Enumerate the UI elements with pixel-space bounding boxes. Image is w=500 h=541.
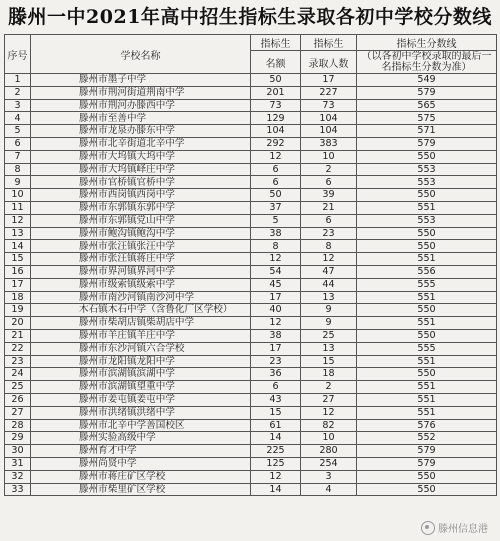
quota-count: 50 — [251, 189, 301, 202]
table-row — [5, 189, 497, 202]
score-line: 551 — [357, 393, 497, 406]
header-school: 学校名称 — [31, 35, 251, 74]
admitted-count: 4 — [301, 483, 357, 496]
admitted-count: 25 — [301, 329, 357, 342]
row-index: 11 — [5, 201, 31, 214]
score-line: 575 — [357, 112, 497, 125]
school-name: 滕州市北辛中学善国校区 — [31, 419, 251, 432]
admitted-count: 23 — [301, 227, 357, 240]
header-score-top: 指标生分数线 — [357, 35, 497, 51]
score-table — [4, 34, 497, 496]
school-name: 木石镇木石中学（含鲁化厂区学校） — [31, 304, 251, 317]
quota-count: 12 — [251, 253, 301, 266]
score-line: 551 — [357, 317, 497, 330]
table-row — [5, 240, 497, 253]
score-line: 549 — [357, 74, 497, 87]
score-line: 579 — [357, 445, 497, 458]
header-score-note: （以各初中学校录取的最后一名指标生分数为准） — [357, 51, 497, 74]
row-index: 5 — [5, 125, 31, 138]
row-index: 14 — [5, 240, 31, 253]
school-name: 滕州市南沙河镇南沙河中学 — [31, 291, 251, 304]
score-line: 565 — [357, 99, 497, 112]
score-line: 550 — [357, 470, 497, 483]
admitted-count: 82 — [301, 419, 357, 432]
quota-count: 50 — [251, 74, 301, 87]
school-name: 滕州市龙阳镇龙阳中学 — [31, 355, 251, 368]
admitted-count: 12 — [301, 253, 357, 266]
wechat-icon — [421, 521, 435, 535]
table-row — [5, 457, 497, 470]
table-row — [5, 201, 497, 214]
table-row — [5, 176, 497, 189]
admitted-count: 2 — [301, 163, 357, 176]
table-row — [5, 112, 497, 125]
table-row — [5, 99, 497, 112]
quota-count: 6 — [251, 176, 301, 189]
header-row — [5, 35, 497, 51]
table-row — [5, 86, 497, 99]
quota-count: 6 — [251, 163, 301, 176]
school-name: 滕州市荆河街道荆南中学 — [31, 86, 251, 99]
quota-count: 12 — [251, 317, 301, 330]
school-name: 滕州市东沙河镇六合学校 — [31, 342, 251, 355]
school-name: 滕州市柴里矿区学校 — [31, 483, 251, 496]
admitted-count: 17 — [301, 74, 357, 87]
quota-count: 12 — [251, 470, 301, 483]
score-line: 551 — [357, 406, 497, 419]
school-name: 滕州市级索镇级索中学 — [31, 278, 251, 291]
table-row — [5, 278, 497, 291]
row-index: 26 — [5, 393, 31, 406]
table-row — [5, 317, 497, 330]
header-admitted-bottom: 录取人数 — [301, 51, 357, 74]
score-line: 553 — [357, 214, 497, 227]
row-index: 1 — [5, 74, 31, 87]
admitted-count: 13 — [301, 291, 357, 304]
quota-count: 38 — [251, 329, 301, 342]
header-quota-top: 指标生 — [251, 35, 301, 51]
row-index: 19 — [5, 304, 31, 317]
school-name: 滕州市东郭镇党山中学 — [31, 214, 251, 227]
score-line: 553 — [357, 163, 497, 176]
table-row — [5, 355, 497, 368]
school-name: 滕州市姜屯镇姜屯中学 — [31, 393, 251, 406]
row-index: 33 — [5, 483, 31, 496]
table-row — [5, 227, 497, 240]
school-name: 滕州尚贤中学 — [31, 457, 251, 470]
school-name: 滕州市西岗镇西岗中学 — [31, 189, 251, 202]
table-body — [5, 74, 497, 496]
school-name: 滕州市龙泉办滕东中学 — [31, 125, 251, 138]
admitted-count: 227 — [301, 86, 357, 99]
row-index: 12 — [5, 214, 31, 227]
score-line: 552 — [357, 432, 497, 445]
table-row — [5, 432, 497, 445]
quota-count: 61 — [251, 419, 301, 432]
row-index: 13 — [5, 227, 31, 240]
admitted-count: 47 — [301, 265, 357, 278]
score-line: 551 — [357, 253, 497, 266]
table-row — [5, 253, 497, 266]
table-row — [5, 137, 497, 150]
row-index: 3 — [5, 99, 31, 112]
score-line: 550 — [357, 368, 497, 381]
score-line: 555 — [357, 278, 497, 291]
row-index: 24 — [5, 368, 31, 381]
header-admitted-top: 指标生 — [301, 35, 357, 51]
row-index: 30 — [5, 445, 31, 458]
quota-count: 43 — [251, 393, 301, 406]
table-row — [5, 342, 497, 355]
table-row — [5, 368, 497, 381]
header-index: 序号 — [5, 35, 31, 74]
admitted-count: 21 — [301, 201, 357, 214]
table-row — [5, 419, 497, 432]
admitted-count: 2 — [301, 381, 357, 394]
school-name: 滕州市张汪镇张汪中学 — [31, 240, 251, 253]
school-name: 滕州实验高级中学 — [31, 432, 251, 445]
score-line: 555 — [357, 342, 497, 355]
quota-count: 36 — [251, 368, 301, 381]
quota-count: 73 — [251, 99, 301, 112]
quota-count: 14 — [251, 483, 301, 496]
quota-count: 17 — [251, 291, 301, 304]
admitted-count: 104 — [301, 112, 357, 125]
admitted-count: 39 — [301, 189, 357, 202]
row-index: 23 — [5, 355, 31, 368]
admitted-count: 104 — [301, 125, 357, 138]
row-index: 7 — [5, 150, 31, 163]
admitted-count: 6 — [301, 214, 357, 227]
quota-count: 129 — [251, 112, 301, 125]
admitted-count: 73 — [301, 99, 357, 112]
score-line: 556 — [357, 265, 497, 278]
admitted-count: 3 — [301, 470, 357, 483]
school-name: 滕州市大坞镇大坞中学 — [31, 150, 251, 163]
quota-count: 225 — [251, 445, 301, 458]
quota-count: 37 — [251, 201, 301, 214]
admitted-count: 18 — [301, 368, 357, 381]
row-index: 22 — [5, 342, 31, 355]
watermark-label: 滕州信息港 — [438, 524, 488, 535]
quota-count: 6 — [251, 381, 301, 394]
row-index: 20 — [5, 317, 31, 330]
score-line: 550 — [357, 227, 497, 240]
score-line: 579 — [357, 86, 497, 99]
admitted-count: 27 — [301, 393, 357, 406]
table-row — [5, 125, 497, 138]
score-line: 550 — [357, 150, 497, 163]
score-line: 551 — [357, 381, 497, 394]
table-row — [5, 214, 497, 227]
row-index: 27 — [5, 406, 31, 419]
admitted-count: 6 — [301, 176, 357, 189]
school-name: 滕州市鲍沟镇鲍沟中学 — [31, 227, 251, 240]
school-name: 滕州市至善中学 — [31, 112, 251, 125]
admitted-count: 15 — [301, 355, 357, 368]
table-row — [5, 406, 497, 419]
admitted-count: 10 — [301, 432, 357, 445]
quota-count: 23 — [251, 355, 301, 368]
quota-count: 54 — [251, 265, 301, 278]
admitted-count: 254 — [301, 457, 357, 470]
quota-count: 201 — [251, 86, 301, 99]
score-line: 553 — [357, 176, 497, 189]
score-line: 550 — [357, 483, 497, 496]
table-row — [5, 150, 497, 163]
score-line: 550 — [357, 304, 497, 317]
score-line: 579 — [357, 457, 497, 470]
school-name: 滕州市界河镇界河中学 — [31, 265, 251, 278]
score-line: 551 — [357, 291, 497, 304]
quota-count: 125 — [251, 457, 301, 470]
admitted-count: 12 — [301, 406, 357, 419]
school-name: 滕州市洪绪镇洪绪中学 — [31, 406, 251, 419]
school-name: 滕州市官桥镇官桥中学 — [31, 176, 251, 189]
school-name: 滕州市张汪镇蒋庄中学 — [31, 253, 251, 266]
school-name: 滕州育才中学 — [31, 445, 251, 458]
quota-count: 15 — [251, 406, 301, 419]
page-title: 滕州一中2021年高中招生指标生录取各初中学校分数线 — [8, 6, 492, 28]
row-index: 2 — [5, 86, 31, 99]
school-name: 滕州市东郭镇东郭中学 — [31, 201, 251, 214]
row-index: 17 — [5, 278, 31, 291]
school-name: 滕州市羊庄镇羊庄中学 — [31, 329, 251, 342]
table-row — [5, 381, 497, 394]
school-name: 滕州市滨湖镇滨湖中学 — [31, 368, 251, 381]
quota-count: 17 — [251, 342, 301, 355]
school-name: 滕州市北辛街道北辛中学 — [31, 137, 251, 150]
row-index: 6 — [5, 137, 31, 150]
header-quota-bottom: 名额 — [251, 51, 301, 74]
school-name: 滕州市蒋庄矿区学校 — [31, 470, 251, 483]
admitted-count: 9 — [301, 317, 357, 330]
score-line: 571 — [357, 125, 497, 138]
admitted-count: 8 — [301, 240, 357, 253]
admitted-count: 13 — [301, 342, 357, 355]
school-name: 滕州市墨子中学 — [31, 74, 251, 87]
school-name: 滕州市荆河办滕西中学 — [31, 99, 251, 112]
quota-count: 292 — [251, 137, 301, 150]
row-index: 16 — [5, 265, 31, 278]
score-line: 579 — [357, 137, 497, 150]
quota-count: 40 — [251, 304, 301, 317]
school-name: 滕州市滨湖镇望重中学 — [31, 381, 251, 394]
watermark — [419, 520, 490, 535]
table-row — [5, 291, 497, 304]
school-name: 滕州市柴胡店镇柴胡店中学 — [31, 317, 251, 330]
score-line: 550 — [357, 329, 497, 342]
row-index: 15 — [5, 253, 31, 266]
school-name: 滕州市大坞镇峄庄中学 — [31, 163, 251, 176]
row-index: 31 — [5, 457, 31, 470]
table-row — [5, 329, 497, 342]
row-index: 4 — [5, 112, 31, 125]
row-index: 21 — [5, 329, 31, 342]
row-index: 25 — [5, 381, 31, 394]
quota-count: 12 — [251, 150, 301, 163]
quota-count: 45 — [251, 278, 301, 291]
table-row — [5, 393, 497, 406]
admitted-count: 44 — [301, 278, 357, 291]
row-index: 32 — [5, 470, 31, 483]
score-line: 576 — [357, 419, 497, 432]
row-index: 28 — [5, 419, 31, 432]
score-line: 550 — [357, 240, 497, 253]
score-line: 550 — [357, 189, 497, 202]
table-row — [5, 445, 497, 458]
table-row — [5, 163, 497, 176]
table-row — [5, 74, 497, 87]
admitted-count: 280 — [301, 445, 357, 458]
table-row — [5, 483, 497, 496]
table-row — [5, 304, 497, 317]
quota-count: 5 — [251, 214, 301, 227]
score-line: 551 — [357, 201, 497, 214]
quota-count: 14 — [251, 432, 301, 445]
table-row — [5, 265, 497, 278]
admitted-count: 383 — [301, 137, 357, 150]
quota-count: 8 — [251, 240, 301, 253]
admitted-count: 9 — [301, 304, 357, 317]
quota-count: 104 — [251, 125, 301, 138]
score-line: 551 — [357, 355, 497, 368]
quota-count: 38 — [251, 227, 301, 240]
row-index: 8 — [5, 163, 31, 176]
row-index: 18 — [5, 291, 31, 304]
row-index: 10 — [5, 189, 31, 202]
table-row — [5, 470, 497, 483]
row-index: 9 — [5, 176, 31, 189]
row-index: 29 — [5, 432, 31, 445]
admitted-count: 10 — [301, 150, 357, 163]
